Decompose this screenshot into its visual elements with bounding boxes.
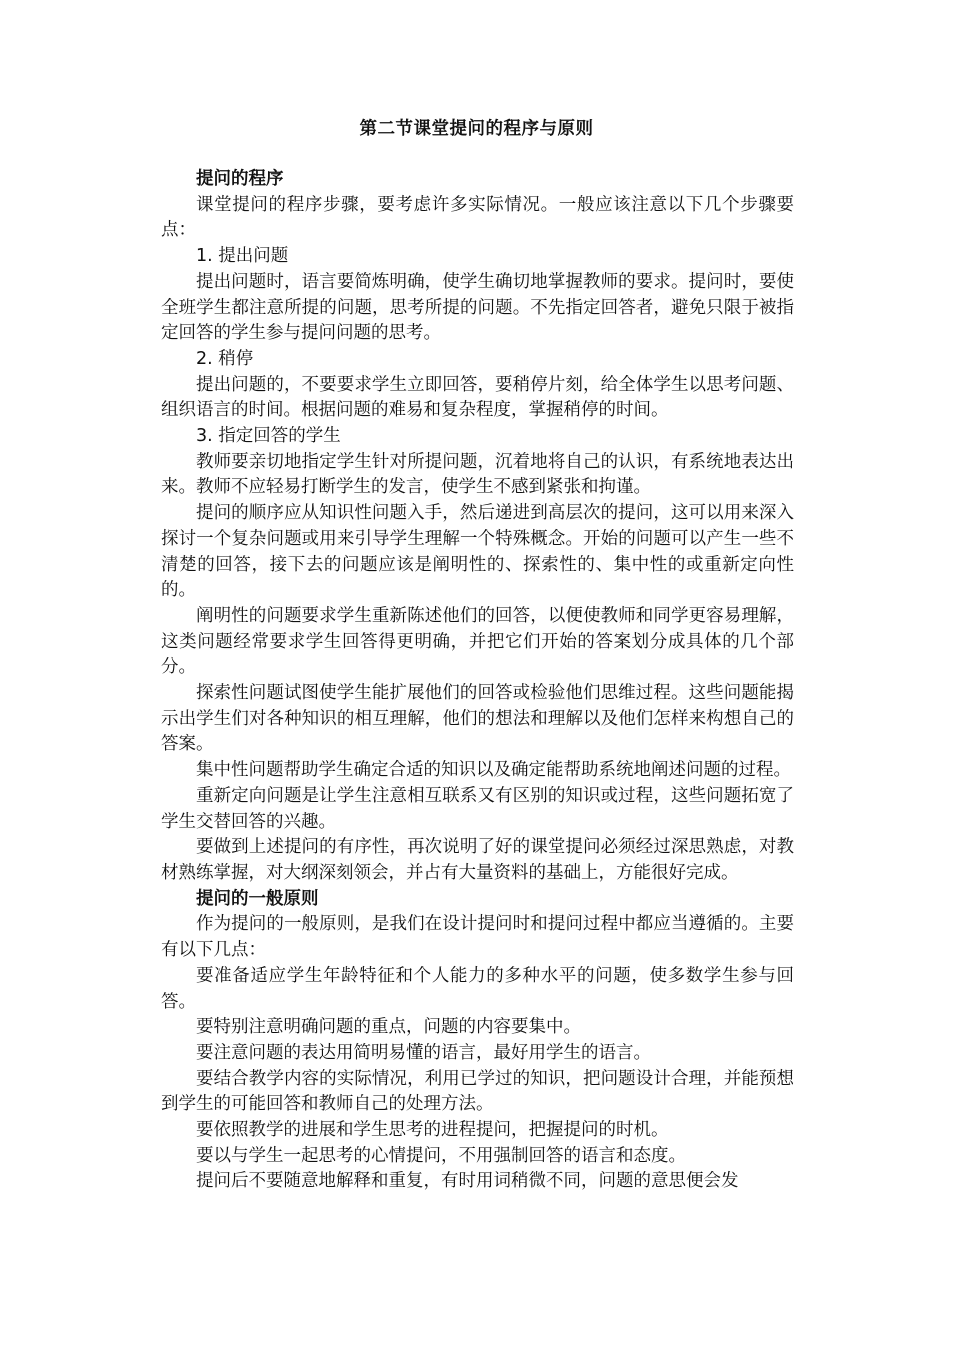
list-item-heading: 3. 指定回答的学生 xyxy=(196,426,341,447)
paragraph: 要依照教学的进展和学生思考的进程提问，把握提问的时机。 xyxy=(196,1120,669,1141)
paragraph: 教师要亲切地指定学生针对所提问题，沉着地将自己的认识，有系统地表达出来。教师不应轻易打断学生的发言，使学生不感到紧张和拘谨。 xyxy=(161,451,794,498)
paragraph: 探索性问题试图使学生能扩展他们的回答或检验他们思维过程。这些问题能揭示出学生们对各种知识的相互理解，他们的想法和理解以及他们怎样来构想自己的答案。 xyxy=(161,683,794,755)
paragraph: 课堂提问的程序步骤，要考虑许多实际情况。一般应该注意以下几个步骤要点： xyxy=(161,194,794,241)
section-heading: 提问的一般原则 xyxy=(196,888,319,909)
section-heading: 提问的程序 xyxy=(196,169,284,189)
paragraph: 重新定向问题是让学生注意相互联系又有区别的知识或过程，这些问题拓宽了学生交替回答的兴趣。 xyxy=(161,785,794,832)
paragraph: 要注意问题的表达用简明易懂的语言，最好用学生的语言。 xyxy=(196,1042,651,1063)
page-title: 第二节课堂提问的程序与原则 xyxy=(359,119,594,139)
paragraph: 阐明性的问题要求学生重新陈述他们的回答，以便使教师和同学更容易理解，这类问题经常要求学生回答得更明确，并把它们开始的答案划分成具体的几个部分。 xyxy=(161,605,794,678)
paragraph: 要以与学生一起思考的心情提问，不用强制回答的语言和态度。 xyxy=(196,1145,686,1166)
document-body xyxy=(161,167,794,1195)
paragraph: 提出问题时，语言要简炼明确，使学生确切地掌握教师的要求。提问时，要使全班学生都注意所提的问题，思考所提的问题。不先指定回答者，避免只限于被指定回答的学生参与提问问题的思考。 xyxy=(161,271,794,344)
paragraph: 作为提问的一般原则，是我们在设计提问时和提问过程中都应当遵循的。主要有以下几点： xyxy=(161,914,794,961)
paragraph: 要特别注意明确问题的重点，问题的内容要集中。 xyxy=(196,1017,581,1038)
paragraph: 提问的顺序应从知识性问题入手，然后递进到高层次的提问，这可以用来深入探讨一个复杂问题或用来引导学生理解一个特殊概念。开始的问题可以产生一些不清楚的回答，接下去的问题应该是阐明性的、探索性的、集中性的或重新定向性的。 xyxy=(161,503,794,601)
paragraph: 要准备适应学生年龄特征和个人能力的多种水平的问题，使多数学生参与回答。 xyxy=(161,965,794,1012)
paragraph: 要做到上述提问的有序性，再次说明了好的课堂提问必须经过深思熟虑，对教材熟练掌握，对大纲深刻领会，并占有大量资料的基础上，方能很好完成。 xyxy=(161,837,794,883)
paragraph: 提问后不要随意地解释和重复，有时用词稍微不同，问题的意思便会发 xyxy=(196,1171,739,1192)
list-item-heading: 2. 稍停 xyxy=(196,348,254,369)
paragraph: 提出问题的，不要要求学生立即回答，要稍停片刻，给全体学生以思考问题、组织语言的时间。根据问题的难易和复杂程度，掌握稍停的时间。 xyxy=(161,374,794,421)
paragraph: 要结合教学内容的实际情况，利用已学过的知识，把问题设计合理，并能预想到学生的可能回答和教师自己的处理方法。 xyxy=(161,1068,794,1115)
paragraph: 集中性问题帮助学生确定合适的知识以及确定能帮助系统地阐述问题的过程。 xyxy=(196,760,791,781)
list-item-heading: 1. 提出问题 xyxy=(196,246,289,267)
